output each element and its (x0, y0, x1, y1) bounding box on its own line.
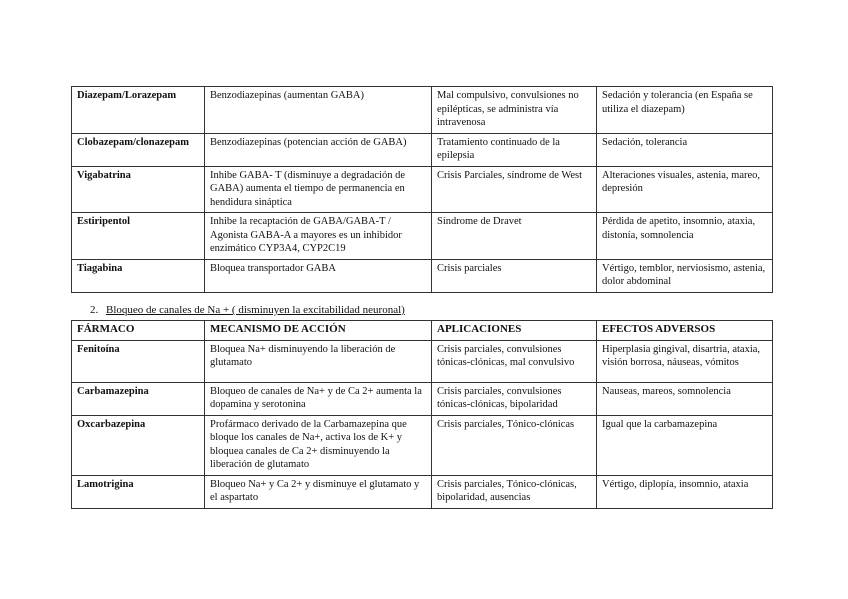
adverse-effects-cell: Alteraciones visuales, astenia, mareo, depresión (597, 166, 773, 213)
applications-cell: Tratamiento continuado de la epilepsia (432, 133, 597, 166)
drug-table-sodium-channels (71, 320, 773, 509)
applications-cell: Síndrome de Dravet (432, 213, 597, 260)
header-applications: APLICACIONES (432, 321, 597, 341)
header-mechanism: MECANISMO DE ACCIÓN (205, 321, 432, 341)
drug-name: Estiripentol (72, 213, 205, 260)
adverse-effects-cell: Sedación y tolerancia (en España se utiliza el diazepam) (597, 87, 773, 134)
mechanism-cell: Benzodiazepinas (aumentan GABA) (205, 87, 432, 134)
applications-cell: Crisis parciales, Tónico-clónicas, bipolaridad, ausencias (432, 475, 597, 508)
mechanism-cell: Bloqueo de canales de Na+ y de Ca 2+ aumenta la dopamina y serotonina (205, 382, 432, 415)
drug-name: Fenitoína (72, 340, 205, 382)
drug-table-gaba (71, 86, 773, 293)
adverse-effects-cell: Vértigo, temblor, nerviosismo, astenia, dolor abdominal (597, 259, 773, 292)
table-row (72, 382, 773, 415)
adverse-effects-cell: Vértigo, diplopía, insomnio, ataxia (597, 475, 773, 508)
table-row (72, 87, 773, 134)
adverse-effects-cell: Nauseas, mareos, somnolencia (597, 382, 773, 415)
adverse-effects-cell: Pérdida de apetito, insomnio, ataxia, distonía, somnolencia (597, 213, 773, 260)
mechanism-cell: Inhibe la recaptación de GABA/GABA-T / Agonista GABA-A a mayores es un inhibidor enzimático CYP3A4, CYP2C19 (205, 213, 432, 260)
mechanism-cell: Bloquea Na+ disminuyendo la liberación de glutamato (205, 340, 432, 382)
section-heading (90, 304, 405, 317)
applications-cell: Crisis parciales, Tónico-clónicas (432, 415, 597, 475)
applications-cell: Crisis parciales, convulsiones tónicas-clónicas, mal convulsivo (432, 340, 597, 382)
table-row (72, 259, 773, 292)
drug-name: Carbamazepina (72, 382, 205, 415)
table-row (72, 213, 773, 260)
drug-name: Lamotrigina (72, 475, 205, 508)
drug-name: Oxcarbazepina (72, 415, 205, 475)
drug-name: Diazepam/Lorazepam (72, 87, 205, 134)
table-row (72, 475, 773, 508)
table-row (72, 133, 773, 166)
drug-name: Vigabatrina (72, 166, 205, 213)
applications-cell: Mal compulsivo, convulsiones no epilépticas, se administra vía intravenosa (432, 87, 597, 134)
mechanism-cell: Bloquea transportador GABA (205, 259, 432, 292)
table-row (72, 166, 773, 213)
table-header-row (72, 321, 773, 341)
adverse-effects-cell: Hiperplasia gingival, disartria, ataxia, visión borrosa, náuseas, vómitos (597, 340, 773, 382)
drug-name: Tiagabina (72, 259, 205, 292)
section-title-text: Bloqueo de canales de Na + ( disminuyen la excitabilidad neuronal) (106, 304, 405, 316)
drug-name: Clobazepam/clonazepam (72, 133, 205, 166)
mechanism-cell: Benzodiazepinas (potencian acción de GABA) (205, 133, 432, 166)
adverse-effects-cell: Igual que la carbamazepina (597, 415, 773, 475)
mechanism-cell: Bloqueo Na+ y Ca 2+ y disminuye el glutamato y el aspartato (205, 475, 432, 508)
mechanism-cell: Inhibe GABA- T (disminuye a degradación de GABA) aumenta el tiempo de permanencia en hendidura sináptica (205, 166, 432, 213)
applications-cell: Crisis Parciales, síndrome de West (432, 166, 597, 213)
applications-cell: Crisis parciales, convulsiones tónicas-clónicas, bipolaridad (432, 382, 597, 415)
header-drug: FÁRMACO (72, 321, 205, 341)
applications-cell: Crisis parciales (432, 259, 597, 292)
table-row (72, 415, 773, 475)
section-number: 2. (90, 304, 99, 316)
mechanism-cell: Profármaco derivado de la Carbamazepina que bloque los canales de Na+, activa los de K+ y bloquea canales de Ca 2+ disminuyendo la liberación de glutamato (205, 415, 432, 475)
table-row (72, 340, 773, 382)
adverse-effects-cell: Sedación, tolerancia (597, 133, 773, 166)
header-adverse-effects: EFECTOS ADVERSOS (597, 321, 773, 341)
